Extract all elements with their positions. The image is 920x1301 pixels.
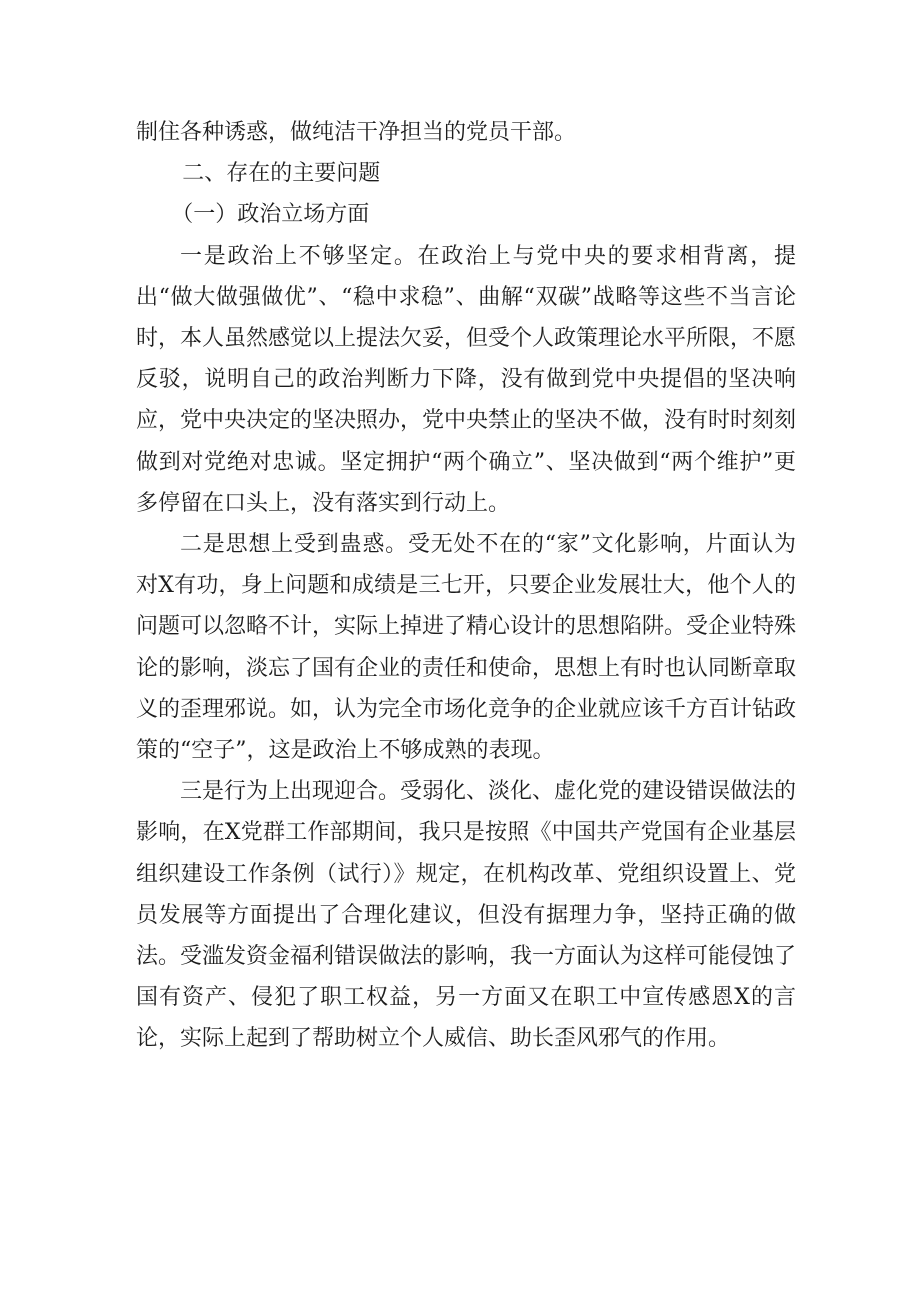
paragraph-ideological-confusion: 二是思想上受到蛊惑。受无处不在的“家”文化影响，片面认为对X有功，身上问题和成绩是三七开，只要企业发展壮大，他个人的问题可以忽略不计，实际上掉进了精心设计的思想陷阱。受企业特殊论的影响，淡忘了国有企业的责任和使命，思想上有时也认同断章取义的歪理邪说。如，认为完全市场化竞争的企业就应该千方百计钻政策的“空子”，这是政治上不够成熟的表现。 — [136, 532, 797, 764]
paragraph-behavior-compliance: 三是行为上出现迎合。受弱化、淡化、虚化党的建设错误做法的影响，在X党群工作部期间，我只是按照《中国共产党国有企业基层组织建设工作条例（试行）》规定，在机构改革、党组织设置上、党员发展等方面提出了合理化建议，但没有据理力争，坚持正确的做法。受滥发资金福利错误做法的影响，我一方面认为这样可能侵蚀了国有资产、侵犯了职工权益，另一方面又在职工中宣传感恩X的言论，实际上起到了帮助树立个人威信、助长歪风邪气的作用。 — [136, 779, 797, 1052]
paragraph-political-firmness: 一是政治上不够坚定。在政治上与党中央的要求相背离，提出“做大做强做优”、“稳中求稳”、曲解“双碳”战略等这些不当言论时，本人虽然感觉以上提法欠妥，但受个人政策理论水平所限，不愿反驳，说明自己的政治判断力下降，没有做到党中央提倡的坚决响应，党中央决定的坚决照办，党中央禁止的坚决不做，没有时时刻刻做到对党绝对忠诚。坚定拥护“两个确立”、坚决做到“两个维护”更多停留在口头上，没有落实到行动上。 — [136, 243, 797, 516]
paragraph-continuation: 制住各种诱惑，做纯洁干净担当的党员干部。 — [136, 120, 577, 145]
section-heading: 二、存在的主要问题 — [182, 161, 381, 187]
subsection-heading: （一）政治立场方面 — [171, 202, 370, 228]
document-body — [136, 112, 796, 1060]
